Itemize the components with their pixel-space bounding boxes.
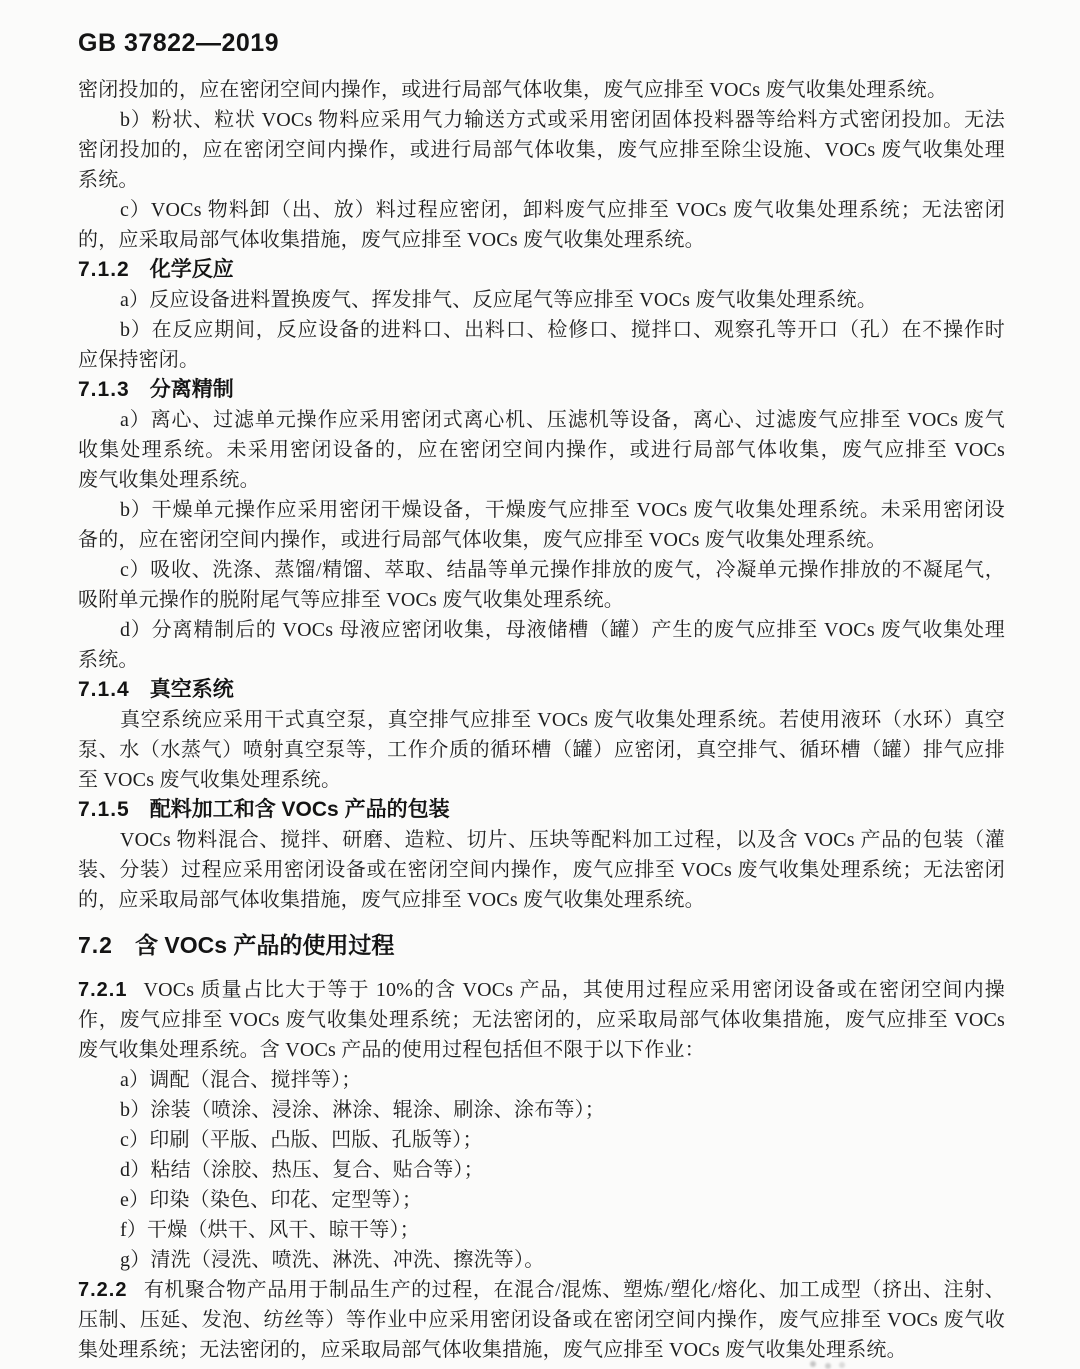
text-line: 的，应采取局部气体收集措施，废气应排至 VOCs 废气收集处理系统。 [78,229,705,251]
scan-artifact-smudge [810,1361,816,1367]
section-heading-7.2 [78,928,1005,962]
text-line: b）粉状、粒状 VOCs 物料应采用气力输送方式或采用密闭固体投料器等给料方式密闭投加。无法 [120,109,1005,131]
text-line: 密闭投加的，应在密闭空间内操作，或进行局部气体收集，废气应排至除尘设施、VOCs 废气收集处理 [78,139,1005,161]
section-title: 配料加工和含 VOCs 产品的包装 [149,798,450,821]
text-line: c）VOCs 物料卸（出、放）料过程应密闭，卸料废气应排至 VOCs 废气收集处理系统；无法密闭 [120,199,1005,221]
paragraph [78,315,1005,375]
paragraph [78,1125,1005,1155]
text-line: 的，应采取局部气体收集措施，废气应排至 VOCs 废气收集处理系统。 [78,889,705,911]
section-number: 7.1.5 [78,798,130,821]
paragraph [78,75,1005,105]
text-line: 系统。 [78,169,139,191]
clause-number: 7.2.1 [78,979,128,1001]
paragraph [78,285,1005,315]
paragraph [78,405,1005,495]
paragraph [78,1185,1005,1215]
text-line: 压制、压延、发泡、纺丝等）等作业中应采用密闭设备或在密闭空间内操作，废气应排至 VOCs 废气收 [78,1309,1005,1331]
paragraph [78,825,1005,915]
standard-number-header: GB 37822—2019 [78,29,280,57]
text-line: c）印刷（平版、凸版、凹版、孔版等）； [120,1129,483,1151]
paragraph [78,1095,1005,1125]
paragraph [78,1065,1005,1095]
text-line: 废气收集处理系统。 [78,469,260,491]
text-line: 密闭投加的，应在密闭空间内操作，或进行局部气体收集，废气应排至 VOCs 废气收集处理系统。 [78,79,948,101]
text-line [78,975,1005,1005]
paragraph [78,1245,1005,1275]
text-line: a）反应设备进料置换废气、挥发排气、反应尾气等应排至 VOCs 废气收集处理系统。 [120,289,878,311]
paragraph [78,615,1005,675]
text-line: 收集处理系统。未采用密闭设备的，应在密闭空间内操作，或进行局部气体收集，废气应排至 VOCs [78,439,1005,461]
text-line: c）吸收、洗涤、蒸馏/精馏、萃取、结晶等单元操作排放的废气，冷凝单元操作排放的不凝尾气， [120,559,1005,581]
numbered-paragraph-7.2.1 [78,975,1005,1065]
document-body [78,75,1005,1365]
text-line: f）干燥（烘干、风干、晾干等）； [120,1219,420,1241]
text-line: 备的，应在密闭空间内操作，或进行局部气体收集，废气应排至 VOCs 废气收集处理系统。 [78,529,887,551]
clause-text: 有机聚合物产品用于制品生产的过程，在混合/混炼、塑炼/塑化/熔化、加工成型（挤出、注射、 [143,1279,1005,1301]
section-heading-7.1.4 [78,675,1005,705]
text-line: a）离心、过滤单元操作应采用密闭式离心机、压滤机等设备，离心、过滤废气应排至 VOCs 废气 [120,409,1005,431]
text-line: 泵、水（水蒸气）喷射真空泵等，工作介质的循环槽（罐）应密闭，真空排气、循环槽（罐）排气应排 [78,739,1005,761]
paragraph [78,555,1005,615]
text-line: 真空系统应采用干式真空泵，真空排气应排至 VOCs 废气收集处理系统。若使用液环（水环）真空 [120,709,1005,731]
paragraph [78,105,1005,195]
section-title: 真空系统 [149,678,234,701]
section-heading-7.1.2 [78,255,1005,285]
text-line: b）涂装（喷涂、浸涂、淋涂、辊涂、刷涂、涂布等）； [120,1099,605,1121]
section-number: 7.1.2 [78,258,130,281]
text-line: d）粘结（涂胶、热压、复合、贴合等）； [120,1159,484,1181]
section-number: 7.1.4 [78,678,130,701]
text-line: VOCs 物料混合、搅拌、研磨、造粒、切片、压块等配料加工过程，以及含 VOCs 产品的包装（灌 [120,829,1005,851]
text-line: e）印染（染色、印花、定型等）； [120,1189,423,1211]
paragraph [78,495,1005,555]
clause-number: 7.2.2 [78,1279,128,1301]
section-heading-7.1.3 [78,375,1005,405]
clause-text: VOCs 质量占比大于等于 10%的含 VOCs 产品，其使用过程应采用密闭设备或在密闭空间内操 [143,979,1005,1001]
text-line: d）分离精制后的 VOCs 母液应密闭收集，母液储槽（罐）产生的废气应排至 VOCs 废气收集处理 [120,619,1005,641]
section-title: 分离精制 [149,378,234,401]
text-line [78,1275,1005,1305]
paragraph [78,195,1005,255]
text-line: a）调配（混合、搅拌等）； [120,1069,362,1091]
text-line: 吸附单元操作的脱附尾气等应排至 VOCs 废气收集处理系统。 [78,589,625,611]
text-line: 作，废气应排至 VOCs 废气收集处理系统；无法密闭的，应采取局部气体收集措施，废气应排至 VOCs [78,1009,1005,1031]
section-number: 7.1.3 [78,378,130,401]
section-title: 含 VOCs 产品的使用过程 [134,932,395,958]
text-line: 系统。 [78,649,139,671]
text-line: 装、分装）过程应采用密闭设备或在密闭空间内操作，废气应排至 VOCs 废气收集处理系统；无法密闭 [78,859,1005,881]
paragraph [78,1155,1005,1185]
section-heading-7.1.5 [78,795,1005,825]
text-line: 集处理系统；无法密闭的，应采取局部气体收集措施，废气应排至 VOCs 废气收集处理系统。 [78,1339,907,1361]
text-line: 废气收集处理系统。含 VOCs 产品的使用过程包括但不限于以下作业： [78,1039,705,1061]
text-line: 应保持密闭。 [78,349,200,371]
text-line: 至 VOCs 废气收集处理系统。 [78,769,342,791]
paragraph [78,705,1005,795]
paragraph [78,1215,1005,1245]
text-line: b）在反应期间，反应设备的进料口、出料口、检修口、搅拌口、观察孔等开口（孔）在不操作时 [120,319,1005,341]
text-line: g）清洗（浸洗、喷洗、淋洗、冲洗、擦洗等）。 [120,1249,545,1271]
section-number: 7.2 [78,932,113,958]
numbered-paragraph-7.2.2 [78,1275,1005,1365]
section-title: 化学反应 [149,258,234,281]
text-line: b）干燥单元操作应采用密闭干燥设备，干燥废气应排至 VOCs 废气收集处理系统。未采用密闭设 [120,499,1005,521]
